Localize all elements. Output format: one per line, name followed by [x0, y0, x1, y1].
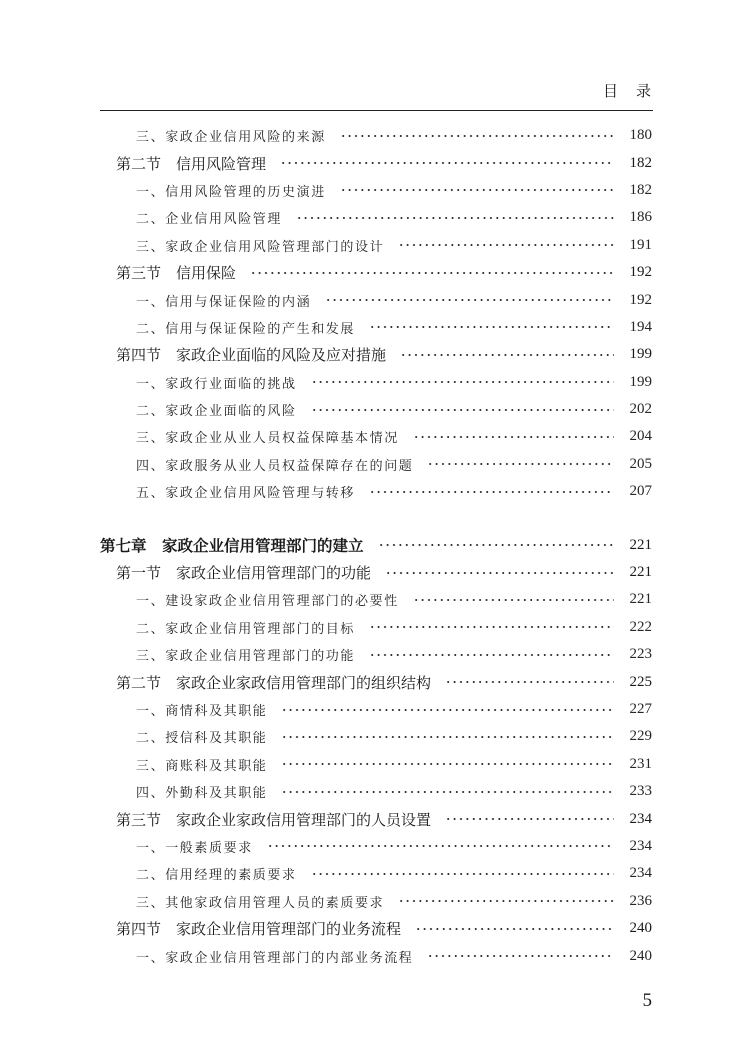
- dot-leader: [413, 599, 614, 601]
- toc-section-entry[interactable]: [0, 341, 750, 368]
- toc-entry-page-number: 205: [629, 455, 652, 472]
- toc-entry-page-number: 221: [629, 591, 652, 608]
- toc-section-entry[interactable]: [0, 149, 750, 176]
- toc-entry-page-number: 204: [629, 428, 652, 445]
- toc-entry-label: 第二节 信用风险管理: [116, 154, 267, 173]
- toc-entry-page-number: 227: [629, 701, 652, 717]
- toc-entry-label: 一、一般素质要求: [136, 840, 253, 856]
- toc-item-entry[interactable]: [0, 369, 750, 396]
- toc-entry-page-number: 236: [629, 892, 652, 909]
- dot-leader: [340, 189, 614, 191]
- toc-entry-label: 一、商情科及其职能: [136, 704, 268, 719]
- toc-entry-label: 二、家政企业面临的风险: [136, 404, 297, 420]
- dot-leader: [413, 436, 614, 438]
- toc-item-entry[interactable]: [0, 942, 750, 969]
- toc-item-entry[interactable]: [0, 696, 750, 723]
- dot-leader: [378, 544, 614, 546]
- toc-entry-page-number: 180: [629, 127, 652, 144]
- dot-leader: [311, 409, 614, 411]
- toc-entry-page-number: 240: [629, 920, 652, 937]
- toc-entry-page-number: 191: [629, 236, 652, 253]
- toc-entry-label: 二、授信科及其职能: [136, 731, 268, 747]
- toc-item-entry[interactable]: [0, 478, 750, 505]
- toc-section-entry[interactable]: [0, 559, 750, 586]
- toc-item-entry[interactable]: [0, 122, 750, 149]
- toc-item-entry[interactable]: [0, 888, 750, 915]
- toc-chapter-entry[interactable]: [0, 531, 750, 558]
- toc-item-entry[interactable]: [0, 641, 750, 668]
- toc-item-entry[interactable]: [0, 204, 750, 231]
- dot-leader: [400, 354, 614, 356]
- dot-leader: [280, 162, 614, 164]
- toc-entry-page-number: 202: [629, 401, 652, 418]
- toc-entry-page-number: 234: [629, 865, 652, 882]
- dot-leader: [427, 463, 614, 465]
- toc-entry-page-number: 186: [629, 209, 652, 226]
- toc-entry-page-number: 182: [629, 154, 652, 171]
- toc-entry-page-number: 231: [629, 755, 652, 772]
- toc-entry-label: 三、家政企业信用管理部门的功能: [136, 649, 356, 665]
- toc-item-entry[interactable]: [0, 286, 750, 313]
- toc-entry-label: 第三节 家政企业家政信用管理部门的人员设置: [116, 810, 432, 829]
- toc-entry-label: 第四节 家政企业信用管理部门的业务流程: [116, 920, 402, 939]
- toc-entry-page-number: 234: [629, 837, 652, 854]
- toc-entry-label: 五、家政企业信用风险管理与转移: [136, 486, 356, 502]
- toc-entry-page-number: 234: [629, 810, 652, 827]
- toc-entry-label: 二、信用与保证保险的产生和发展: [136, 321, 356, 337]
- toc-entry-page-number: 221: [629, 564, 652, 581]
- toc-entry-page-number: 233: [629, 783, 652, 800]
- toc-entry-label: 四、家政服务从业人员权益保障存在的问题: [136, 458, 414, 474]
- toc-entry-label: 三、家政企业信用风险管理部门的设计: [136, 239, 385, 255]
- running-header: [100, 78, 669, 111]
- dot-leader: [281, 791, 614, 793]
- dot-leader: [369, 654, 614, 656]
- dot-leader: [369, 626, 614, 628]
- dot-leader: [369, 326, 614, 328]
- toc-entry-page-number: 182: [629, 181, 652, 198]
- toc-item-entry[interactable]: [0, 778, 750, 805]
- page-number: 5: [642, 990, 652, 1011]
- toc-item-entry[interactable]: [0, 177, 750, 204]
- dot-leader: [415, 928, 614, 930]
- toc-entry-page-number: 207: [629, 483, 652, 500]
- dot-leader: [296, 217, 614, 219]
- toc-entry-label: 二、企业信用风险管理: [136, 212, 283, 228]
- toc-entry-label: 一、信用风险管理的历史演进: [136, 184, 326, 200]
- toc-entry-label: 三、家政企业信用风险的来源: [136, 130, 326, 146]
- toc-entry-page-number: 199: [629, 373, 652, 390]
- toc-entry-page-number: 222: [629, 618, 652, 635]
- toc-entry-page-number: 225: [629, 673, 652, 690]
- toc-item-entry[interactable]: [0, 423, 750, 450]
- dot-leader: [445, 681, 614, 683]
- dot-leader: [311, 873, 614, 875]
- toc-item-entry[interactable]: [0, 451, 750, 478]
- toc-entry-page-number: 194: [629, 318, 652, 335]
- toc-entry-page-number: 192: [629, 291, 652, 308]
- dot-leader: [445, 818, 614, 820]
- toc-entry-label: 三、其他家政信用管理人员的素质要求: [136, 895, 385, 911]
- dot-leader: [398, 244, 614, 246]
- toc-entry-label: 第四节 家政企业面临的风险及应对措施: [116, 346, 387, 365]
- toc-entry-page-number: 192: [629, 264, 652, 281]
- toc-entry-label: 一、建设家政企业信用管理部门的必要性: [136, 594, 399, 610]
- dot-leader: [281, 763, 614, 765]
- header-title: 目录: [602, 82, 669, 100]
- dot-leader: [398, 900, 614, 902]
- toc-item-entry[interactable]: [0, 614, 750, 641]
- toc-entry-page-number: 221: [629, 536, 652, 553]
- toc-entry-label: 第二节 家政企业家政信用管理部门的组织结构: [116, 673, 432, 692]
- dot-leader: [385, 572, 614, 574]
- toc-entry-label: 三、家政企业从业人员权益保障基本情况: [136, 431, 399, 447]
- toc-entry-page-number: 223: [629, 646, 652, 663]
- dot-leader: [427, 955, 614, 957]
- toc-entry-label: 第七章 家政企业信用管理部门的建立: [100, 536, 364, 556]
- toc-entry-page-number: 199: [629, 346, 652, 363]
- toc-item-entry[interactable]: [0, 396, 750, 423]
- toc-section-entry[interactable]: [0, 668, 750, 695]
- toc-entry-label: 二、信用经理的素质要求: [136, 868, 297, 884]
- toc-entry-label: 一、家政行业面临的挑战: [136, 376, 297, 392]
- toc-section-entry[interactable]: [0, 259, 750, 286]
- dot-leader: [311, 381, 614, 383]
- dot-leader: [325, 299, 614, 301]
- toc-entry-label: 二、家政企业信用管理部门的目标: [136, 621, 356, 637]
- toc-item-entry[interactable]: [0, 751, 750, 778]
- toc-entry-label: 第三节 信用保险: [116, 264, 237, 283]
- dot-leader: [281, 709, 614, 711]
- dot-leader: [250, 272, 614, 274]
- toc-entry-page-number: 229: [629, 728, 652, 745]
- toc-item-entry[interactable]: [0, 860, 750, 887]
- toc-section-entry[interactable]: [0, 915, 750, 942]
- dot-leader: [267, 845, 614, 847]
- toc-item-entry[interactable]: [0, 586, 750, 613]
- toc-section-entry[interactable]: [0, 805, 750, 832]
- toc-item-entry[interactable]: [0, 232, 750, 259]
- toc-entry-label: 第一节 家政企业信用管理部门的功能: [116, 564, 372, 583]
- toc-entry-label: 三、商账科及其职能: [136, 758, 268, 774]
- toc-item-entry[interactable]: [0, 723, 750, 750]
- toc-item-entry[interactable]: [0, 314, 750, 341]
- dot-leader: [369, 491, 614, 493]
- toc-entry-label: 一、家政企业信用管理部门的内部业务流程: [136, 950, 414, 966]
- toc-entry-page-number: 240: [629, 947, 652, 964]
- toc-entry-label: 四、外勤科及其职能: [136, 786, 268, 802]
- toc-entry-label: 一、信用与保证保险的内涵: [136, 294, 312, 310]
- dot-leader: [281, 736, 614, 738]
- toc-item-entry[interactable]: [0, 833, 750, 860]
- dot-leader: [340, 135, 614, 137]
- table-of-contents: [0, 122, 750, 970]
